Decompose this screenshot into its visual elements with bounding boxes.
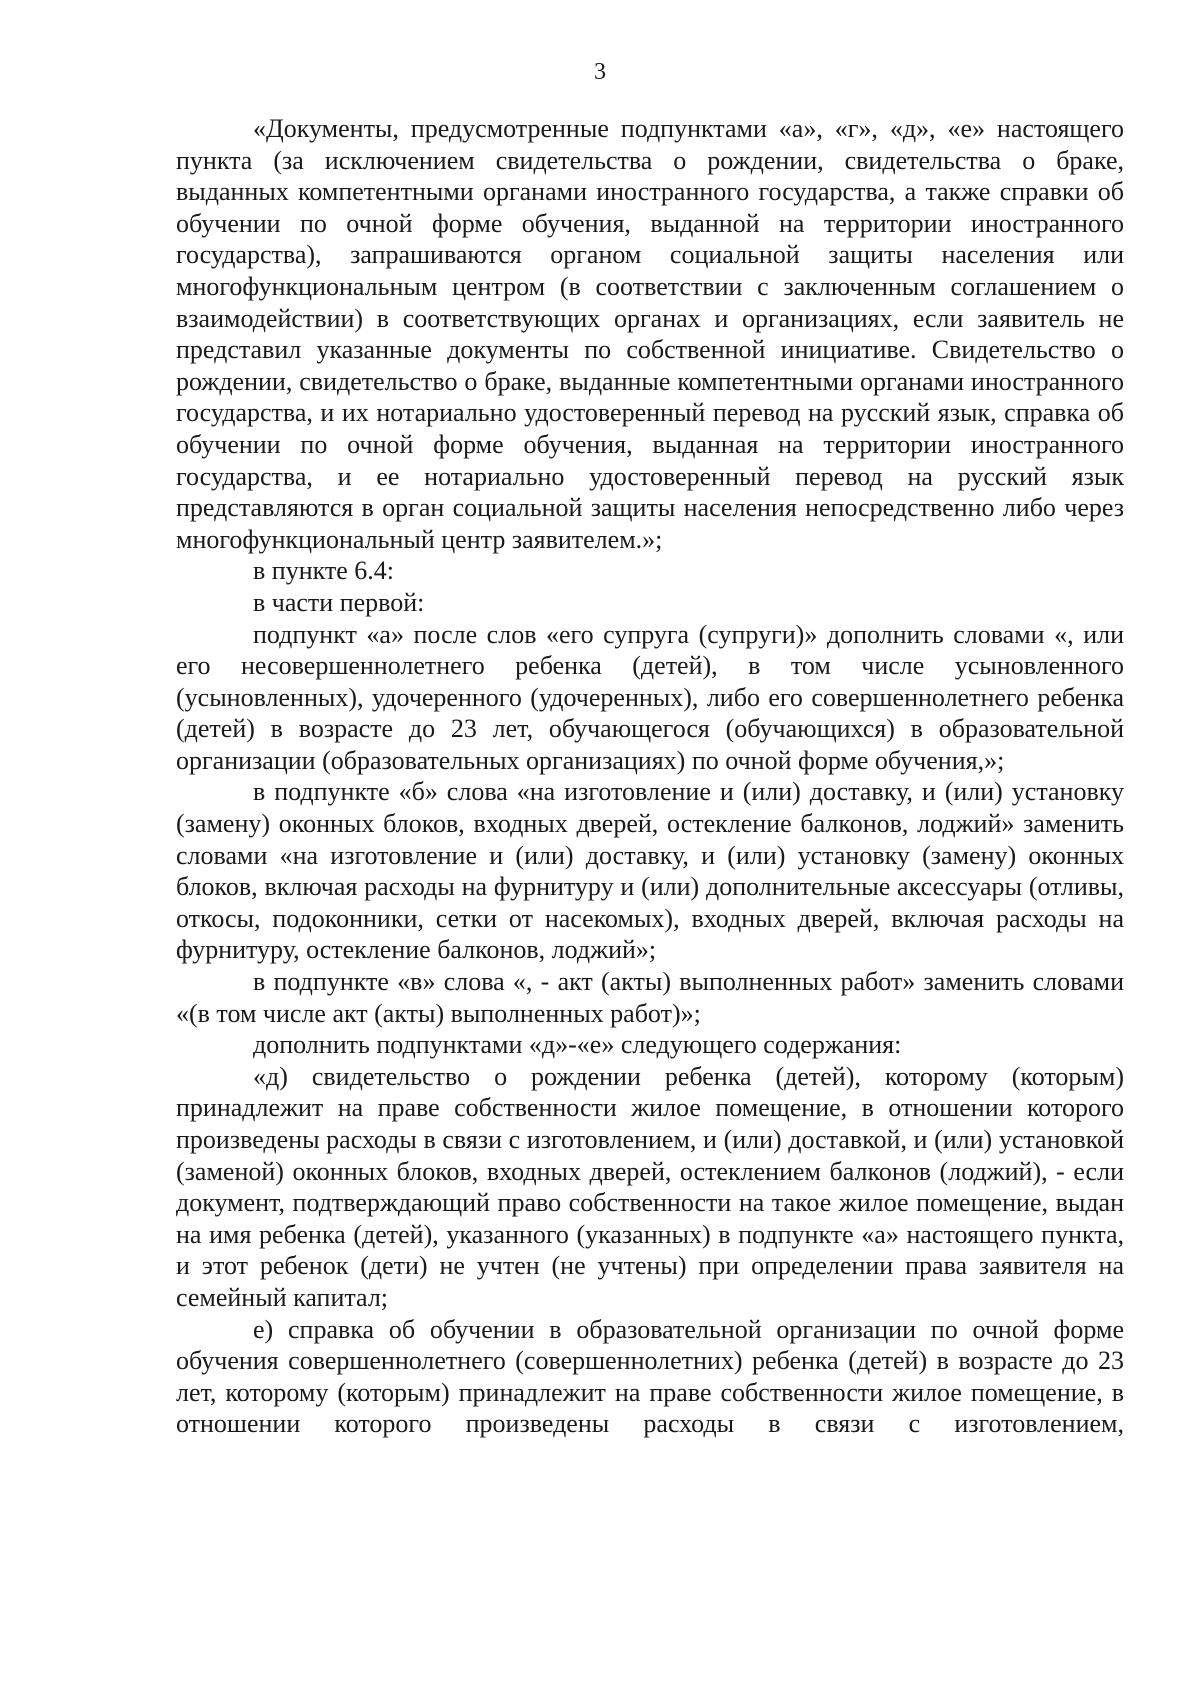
- paragraph-subclause-d: «д) свидетельство о рождении ребенка (детей), которому (которым) принадлежит на праве собственности жилое помещение, в отношении которого произведены расходы в связи с изготовлением, и (или) доставкой, и (или) установкой (заменой) оконных блоков, входных дверей, остеклением балконов (лоджий), - если документ, подтверждающий право собственности на такое жилое помещение, выдан на имя ребенка (детей), указанного (указанных) в подпункте «а» настоящего пункта, и этот ребенок (дети) не учтен (не учтены) при определении права заявителя на семейный капитал;: [176, 1061, 1124, 1312]
- paragraph-subclause-e: е) справка об обучении в образовательной организации по очной форме обучения совершеннолетнего (совершеннолетних) ребенка (детей) в возрасте до 23 лет, которому (которым) принадлежит на праве собственности жилое помещение, в отношении которого произведены расходы в связи с изготовлением,: [176, 1314, 1124, 1439]
- paragraph-part-one: в части первой:: [253, 587, 425, 617]
- page-number: 3: [594, 59, 606, 85]
- document-body: [176, 113, 1124, 1440]
- paragraph-documents-requested: «Документы, предусмотренные подпунктами «а», «г», «д», «е» настоящего пункта (за исключением свидетельства о рождении, свидетельства о браке, выданных компетентными органами иностранного государства, а также справки об обучении по очной форме обучения, выданной на территории иностранного государства), запрашиваются органом социальной защиты населения или многофункциональным центром (в соответствии с заключенным соглашением о взаимодействии) в соответствующих органах и организациях, если заявитель не представил указанные документы по собственной инициативе. Свидетельство о рождении, свидетельство о браке, выданные компетентными органами иностранного государства, и их нотариально удостоверенный перевод на русский язык, справка об обучении по очной форме обучения, выданная на территории иностранного государства, и ее нотариально удостоверенный перевод на русский язык представляются в орган социальной защиты населения непосредственно либо через многофункциональный центр заявителем.»;: [176, 114, 1124, 554]
- paragraph-clause-6-4: в пункте 6.4:: [253, 556, 395, 586]
- paragraph-add-subclauses: дополнить подпунктами «д»-«е» следующего содержания:: [253, 1030, 902, 1060]
- paragraph-subclause-b: в подпункте «б» слова «на изготовление и (или) доставку, и (или) установку (замену) оконных блоков, входных дверей, остекление балконов, лоджий» заменить словами «на изготовление и (или) доставку, и (или) установку (замену) оконных блоков, включая расходы на фурнитуру и (или) дополнительные аксессуары (отливы, откосы, подоконники, сетки от насекомых), входных дверей, включая расходы на фурнитуру, остекление балконов, лоджий»;: [176, 777, 1124, 965]
- paragraph-subclause-v: в подпункте «в» слова «, - акт (акты) выполненных работ» заменить словами «(в том числе акт (акты) выполненных работ)»;: [176, 967, 1124, 1028]
- paragraph-subclause-a: подпункт «а» после слов «его супруга (супруги)» дополнить словами «, или его несовершеннолетнего ребенка (детей), в том числе усыновленного (усыновленных), удочеренного (удочеренных), либо его совершеннолетнего ребенка (детей) в возрасте до 23 лет, обучающегося (обучающихся) в образовательной организации (образовательных организациях) по очной форме обучения,»;: [176, 619, 1124, 775]
